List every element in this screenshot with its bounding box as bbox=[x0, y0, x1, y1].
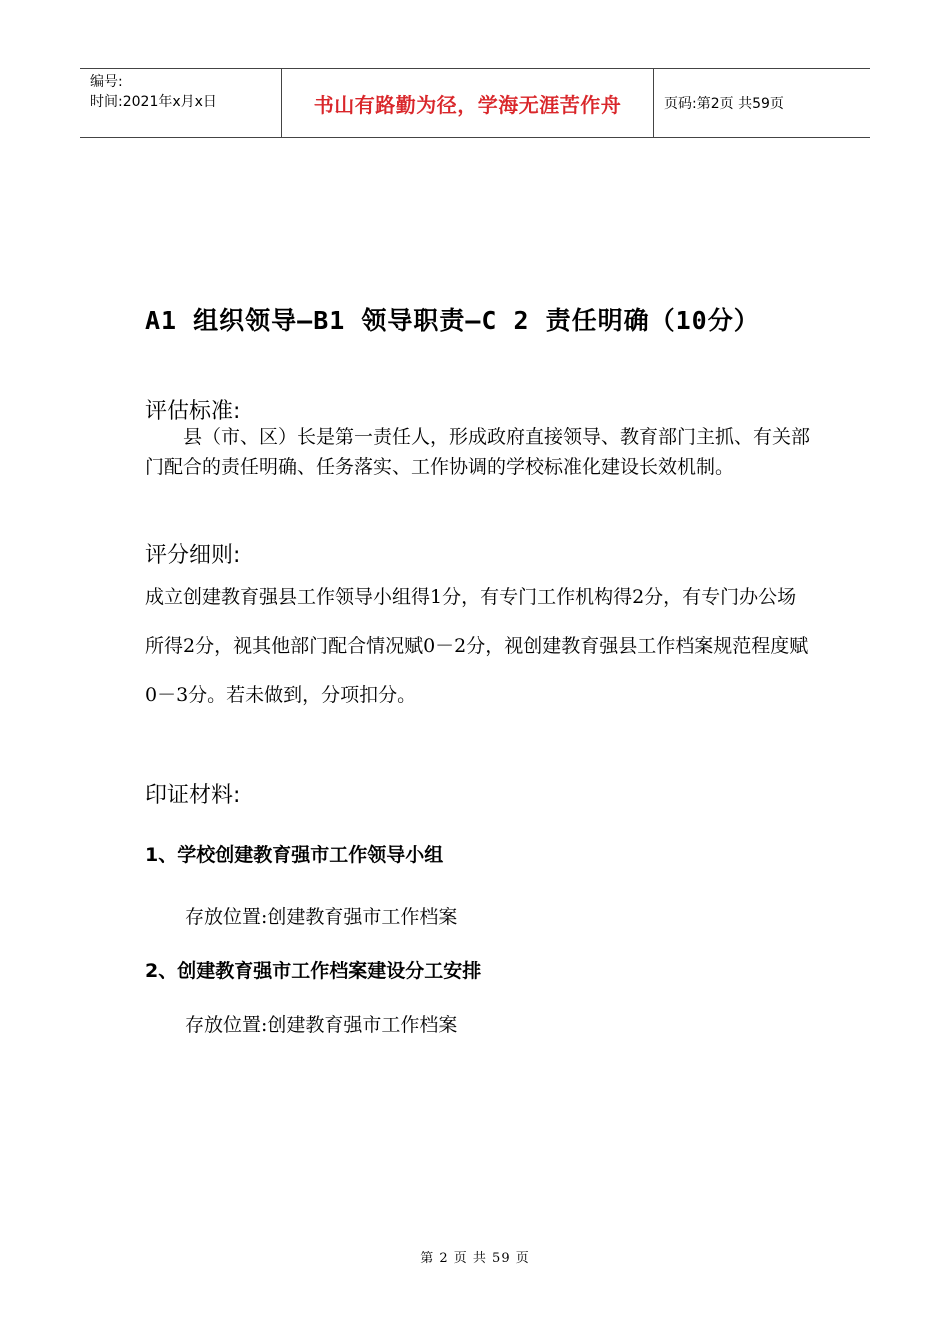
header-left-cell bbox=[80, 69, 281, 137]
criteria-heading: 评估标准: bbox=[145, 399, 241, 424]
material-item-title: 2、创建教育强市工作档案建设分工安排 bbox=[145, 960, 482, 982]
rules-text: 成立创建教育强县工作领导小组得1分，有专门工作机构得2分，有专门办公场所得2分，视其他部门配合情况赋0－2分，视创建教育强县工作档案规范程度赋0－3分。若未做到，分项扣分。 bbox=[145, 586, 809, 706]
time-label: 时间:2021年x月x日 bbox=[90, 94, 217, 110]
code-label: 编号: bbox=[90, 74, 123, 90]
motto: 书山有路勤为径，学海无涯苦作舟 bbox=[281, 69, 654, 137]
criteria-text: 县（市、区）长是第一责任人，形成政府直接领导、教育部门主抓、有关部门配合的责任明确、任务落实、工作协调的学校标准化建设长效机制。 bbox=[145, 426, 811, 478]
materials-heading: 印证材料: bbox=[145, 783, 241, 808]
material-item-title: 1、学校创建教育强市工作领导小组 bbox=[145, 844, 444, 866]
material-item-location: 存放位置:创建教育强市工作档案 bbox=[185, 906, 458, 928]
page-footer: 第 2 页 共 59 页 bbox=[420, 1251, 530, 1266]
header-table bbox=[80, 68, 870, 138]
page-label: 页码:第2页 共59页 bbox=[664, 96, 784, 112]
document-title: A1 组织领导—B1 领导职责—C 2 责任明确（10分） bbox=[145, 306, 760, 335]
material-item-location: 存放位置:创建教育强市工作档案 bbox=[185, 1014, 458, 1036]
rules-heading: 评分细则: bbox=[145, 543, 241, 568]
